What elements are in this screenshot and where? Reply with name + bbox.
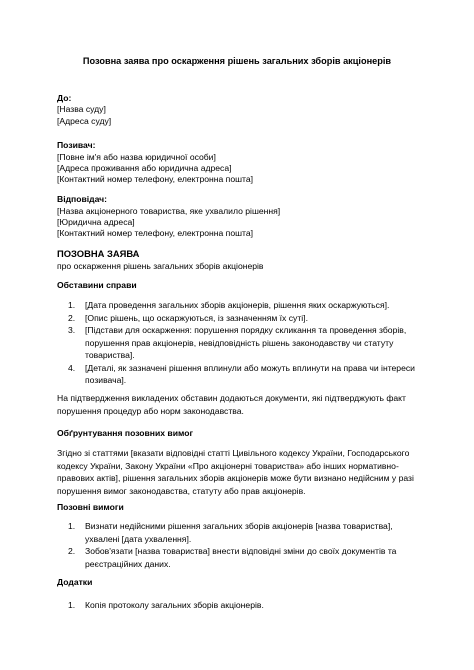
list-item-text: [Дата проведення загальних зборів акціонерів, рішення яких оскаржуються]. — [85, 300, 390, 310]
list-item: 2. Зобов'язати [назва товариства] внести відповідні зміни до своїх документів та реєстраційних даних. — [68, 546, 397, 569]
plaintiff-name: [Повне ім'я або назва юридичної особи] — [57, 152, 216, 162]
court-name: [Назва суду] — [57, 104, 106, 114]
plaintiff-contact: [Контактний номер телефону, електронна пошта] — [57, 174, 254, 184]
list-item: 2. [Опис рішень, що оскаржуються, із зазначенням їх суті]. — [68, 312, 308, 323]
list-item-text: Копія протоколу загальних зборів акціонерів. — [85, 600, 264, 610]
defendant-address: [Юридична адреса] — [57, 217, 135, 227]
claim-subheading: про оскарження рішень загальних зборів акціонерів — [57, 261, 264, 271]
list-item: 1. Копія протоколу загальних зборів акціонерів. — [68, 600, 264, 610]
list-item: 4. [Деталі, як зазначені рішення вплинули або можуть вплинути на права чи інтереси позивача]. — [68, 362, 415, 385]
list-item-text: [Деталі, як зазначені рішення вплинули або можуть вплинути на права чи інтереси позивача]. — [85, 362, 415, 385]
justification-text: Згідно зі статтями [вказати відповідні статті Цивільного кодексу України, Господарського кодексу України, Закону України «Про акціонерні товариства» або інших нормативно-правових актів], рішення загальних зборів акціонерів може бути визнано недійсним у разі порушення вимог законодавства, статуту або прав акціонерів. — [57, 448, 414, 496]
plaintiff-heading: Позивач: — [57, 140, 96, 150]
claim-heading: ПОЗОВНА ЗАЯВА — [57, 248, 140, 259]
attachments-list — [57, 599, 417, 612]
list-item-text: Зобов'язати [назва товариства] внести відповідні зміни до своїх документів та реєстраційних даних. — [85, 546, 397, 569]
list-item: 1. Визнати недійсними рішення загальних зборів акціонерів [назва товариства], ухвалені [дата ухвалення]. — [68, 521, 393, 544]
demands-heading: Позовні вимоги — [57, 502, 124, 512]
document-title: Позовна заява про оскарження рішень загальних зборів акціонерів — [82, 56, 392, 66]
list-item: 3. [Підстави для оскарження: порушення порядку скликання та проведення зборів, порушення прав акціонерів, невідповідність рішень законодавству чи статуту товариства]. — [68, 325, 407, 360]
list-item-text: [Опис рішень, що оскаржуються, із зазначенням їх суті]. — [85, 312, 308, 323]
circumstances-list — [57, 299, 417, 387]
plaintiff-address: [Адреса проживання або юридична адреса] — [57, 163, 232, 173]
attachments-heading: Додатки — [57, 577, 93, 587]
defendant-heading: Відповідач: — [57, 194, 108, 204]
list-item-text: Визнати недійсними рішення загальних зборів акціонерів [назва товариства], ухвалені [дата ухвалення]. — [85, 521, 393, 544]
demands-list — [57, 520, 417, 570]
justification-heading: Обґрунтування позовних вимог — [57, 428, 194, 438]
list-item: 1. [Дата проведення загальних зборів акціонерів, рішення яких оскаржуються]. — [68, 300, 390, 310]
list-item-text: [Підстави для оскарження: порушення порядку скликання та проведення зборів, порушення прав акціонерів, невідповідність рішень законодавству чи статуту товариства]. — [85, 325, 407, 360]
court-heading: До: — [57, 93, 72, 103]
defendant-name: [Назва акціонерного товариства, яке ухвалило рішення] — [57, 206, 281, 216]
circumstances-note: На підтвердження викладених обставин додаються документи, які підтверджують факт порушення процедур або норм законодавства. — [57, 393, 406, 416]
defendant-contact: [Контактний номер телефону, електронна пошта] — [57, 228, 254, 238]
circumstances-heading: Обставини справи — [57, 280, 137, 290]
court-address: [Адреса суду] — [57, 116, 112, 126]
